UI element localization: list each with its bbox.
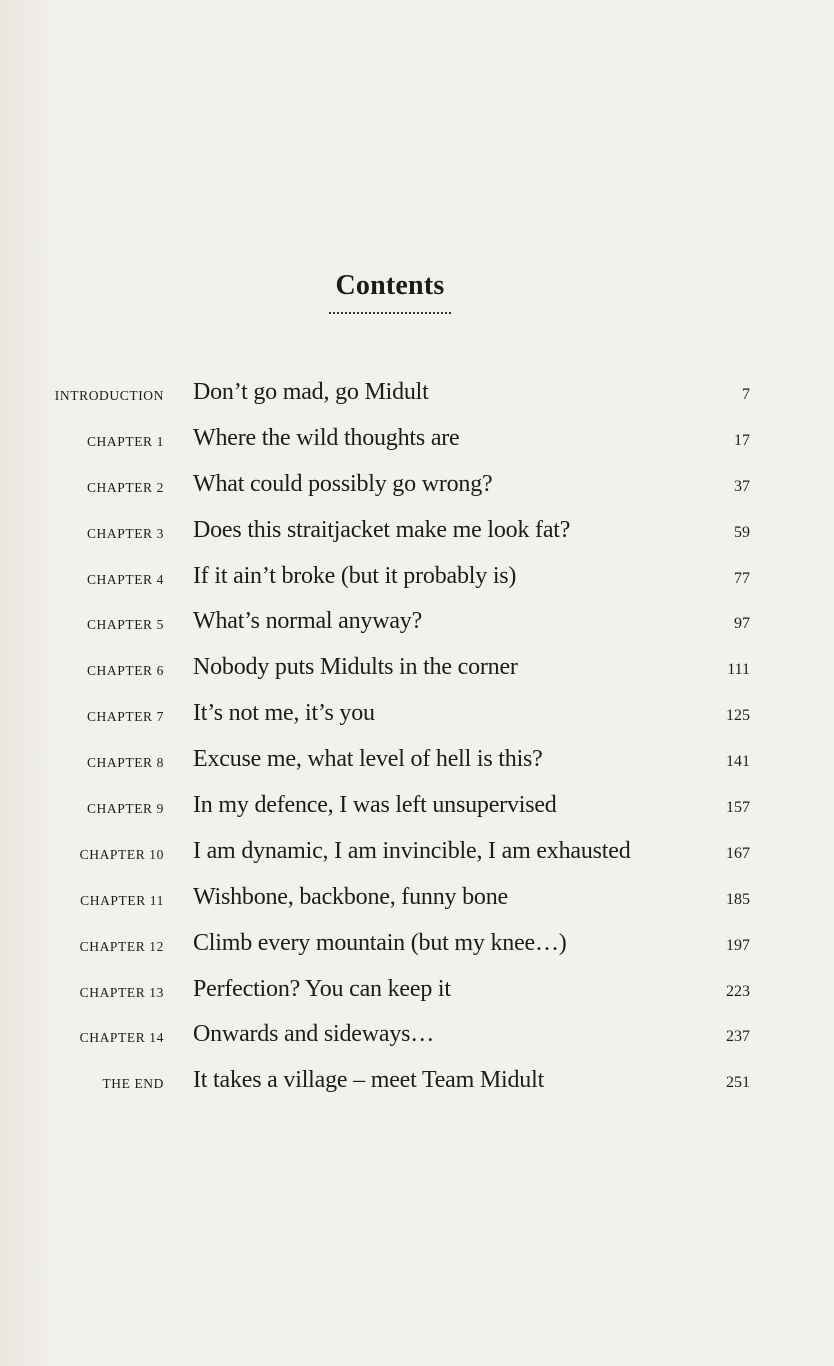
table-of-contents bbox=[0, 376, 834, 1110]
chapter-label: CHAPTER 8 bbox=[86, 755, 164, 771]
chapter-label: CHAPTER 14 bbox=[79, 1030, 164, 1046]
chapter-title: What’s normal anyway? bbox=[193, 608, 423, 635]
chapter-label: CHAPTER 6 bbox=[86, 663, 164, 679]
page-number: 157 bbox=[726, 799, 750, 817]
page-number: 111 bbox=[727, 661, 750, 679]
chapter-label: CHAPTER 7 bbox=[86, 709, 164, 725]
toc-entry bbox=[0, 973, 834, 1019]
toc-entry bbox=[0, 605, 834, 651]
page-number: 125 bbox=[726, 707, 750, 725]
title-dotted-rule bbox=[329, 312, 451, 314]
page-number: 97 bbox=[734, 615, 750, 633]
page-number: 237 bbox=[726, 1028, 750, 1046]
chapter-title: It’s not me, it’s you bbox=[193, 700, 375, 727]
chapter-title: It takes a village – meet Team Midult bbox=[193, 1067, 545, 1094]
chapter-label: INTRODUCTION bbox=[54, 388, 164, 403]
toc-entry bbox=[0, 422, 834, 468]
chapter-label: CHAPTER 3 bbox=[86, 525, 164, 541]
page-number: 197 bbox=[726, 936, 750, 954]
toc-entry bbox=[0, 789, 834, 835]
toc-entry bbox=[0, 376, 834, 422]
toc-entry bbox=[0, 468, 834, 514]
chapter-title: In my defence, I was left unsupervised bbox=[193, 792, 557, 819]
toc-entry bbox=[0, 1064, 834, 1110]
chapter-label: CHAPTER 10 bbox=[79, 846, 164, 862]
chapter-title: Nobody puts Midults in the corner bbox=[193, 654, 518, 681]
chapter-label: CHAPTER 1 bbox=[86, 433, 164, 449]
chapter-title: Don’t go mad, go Midult bbox=[193, 379, 429, 405]
page-number: 77 bbox=[734, 569, 750, 587]
chapter-label: CHAPTER 11 bbox=[80, 892, 164, 908]
page-number: 7 bbox=[742, 386, 750, 403]
toc-entry bbox=[0, 881, 834, 927]
chapter-title: If it ain’t broke (but it probably is) bbox=[193, 562, 517, 589]
chapter-title: Does this straitjacket make me look fat? bbox=[193, 516, 571, 543]
chapter-label: CHAPTER 9 bbox=[86, 801, 164, 817]
chapter-title: Perfection? You can keep it bbox=[193, 975, 451, 1002]
page-number: 185 bbox=[726, 890, 750, 908]
chapter-label: CHAPTER 2 bbox=[86, 479, 164, 495]
chapter-title: Climb every mountain (but my knee…) bbox=[193, 929, 567, 956]
chapter-label: CHAPTER 13 bbox=[79, 984, 164, 1000]
chapter-label: CHAPTER 4 bbox=[86, 571, 164, 587]
page-number: 251 bbox=[726, 1074, 750, 1092]
chapter-title: Wishbone, backbone, funny bone bbox=[193, 883, 508, 910]
chapter-label: THE END bbox=[102, 1076, 164, 1092]
chapter-label: CHAPTER 5 bbox=[86, 617, 164, 633]
toc-entry bbox=[0, 1018, 834, 1064]
toc-entry bbox=[0, 743, 834, 789]
toc-entry bbox=[0, 651, 834, 697]
toc-entry bbox=[0, 927, 834, 973]
page-number: 223 bbox=[726, 982, 750, 1000]
chapter-title: Excuse me, what level of hell is this? bbox=[193, 746, 543, 773]
chapter-title: Where the wild thoughts are bbox=[193, 424, 460, 451]
chapter-title: What could possibly go wrong? bbox=[193, 470, 493, 497]
page-title: Contents bbox=[335, 270, 445, 301]
page-number: 141 bbox=[726, 753, 750, 771]
toc-entry bbox=[0, 560, 834, 606]
page-number: 59 bbox=[734, 523, 750, 541]
toc-entry bbox=[0, 835, 834, 881]
chapter-title: I am dynamic, I am invincible, I am exhausted bbox=[193, 837, 631, 864]
toc-entry bbox=[0, 514, 834, 560]
page-number: 17 bbox=[734, 431, 750, 449]
chapter-title: Onwards and sideways… bbox=[193, 1021, 435, 1048]
page-number: 167 bbox=[726, 844, 750, 862]
page-number: 37 bbox=[734, 477, 750, 495]
toc-entry bbox=[0, 697, 834, 743]
chapter-label: CHAPTER 12 bbox=[79, 938, 164, 954]
